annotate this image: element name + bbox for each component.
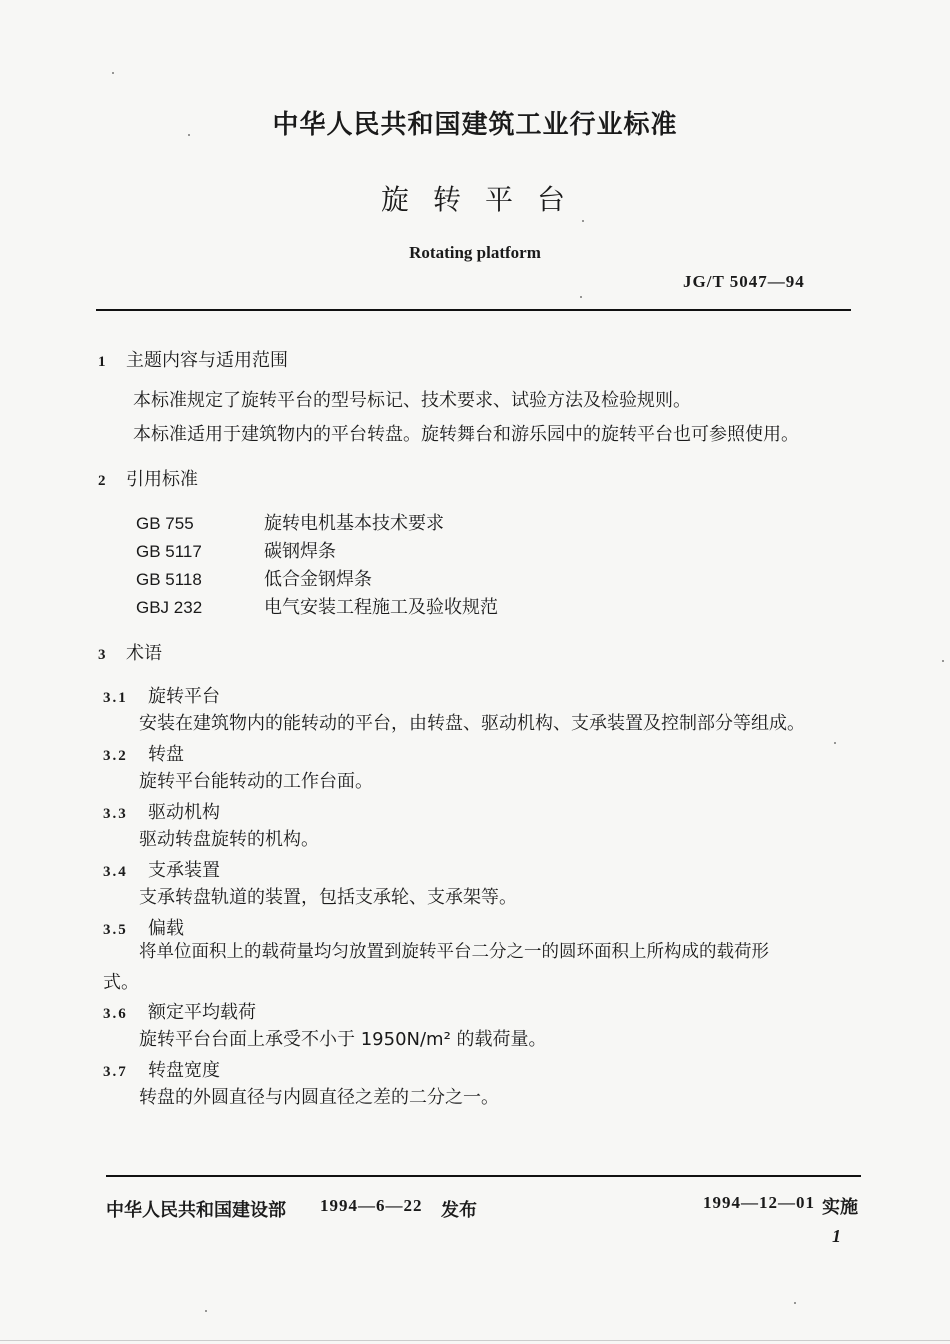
scan-speck <box>942 660 944 662</box>
term-number: 3.7 <box>103 1064 128 1080</box>
section-heading <box>98 639 162 665</box>
footer-rule <box>106 1175 861 1177</box>
standard-code: JG/T 5047—94 <box>683 272 805 291</box>
section-heading <box>98 465 198 491</box>
section-title: 引用标准 <box>126 469 198 490</box>
reference-code: GBJ 232 <box>136 598 203 617</box>
issuer: 中华人民共和国建设部 <box>106 1200 286 1221</box>
term-definition: 将单位面积上的载荷量均匀放置到旋转平台二分之一的圆环面积上所构成的载荷形 <box>139 942 769 962</box>
term-number: 3.5 <box>103 922 128 938</box>
effective-label: 实施 <box>822 1197 858 1218</box>
reference-code: GB 5117 <box>136 542 202 561</box>
scan-speck <box>582 220 584 222</box>
term-definition: 旋转平台台面上承受不小于 1950N/m² 的载荷量。 <box>139 1029 547 1050</box>
scan-speck <box>834 742 836 744</box>
section-number: 1 <box>98 354 106 370</box>
standard-category: 中华人民共和国建筑工业行业标准 <box>272 110 678 140</box>
term-heading <box>103 998 256 1024</box>
paragraph: 本标准适用于建筑物内的平台转盘。旋转舞台和游乐园中的旋转平台也可参照使用。 <box>133 424 799 445</box>
paragraph: 本标准规定了旋转平台的型号标记、技术要求、试验方法及检验规则。 <box>133 390 691 411</box>
term-heading <box>103 914 184 940</box>
issue-label: 发布 <box>441 1200 477 1221</box>
term-definition-continued: 式。 <box>103 972 139 993</box>
scan-speck <box>205 1310 207 1312</box>
term-number: 3.6 <box>103 1006 128 1022</box>
term-number: 3.3 <box>103 806 128 822</box>
reference-item <box>136 565 372 591</box>
document-title-english: Rotating platform <box>409 243 541 262</box>
term-heading <box>103 1056 220 1082</box>
term-name: 偏载 <box>148 918 184 939</box>
term-name: 转盘 <box>148 744 184 765</box>
section-heading <box>98 346 288 372</box>
issue-date: 1994—6—22 <box>320 1196 423 1215</box>
reference-item <box>136 593 498 619</box>
section-title: 术语 <box>126 643 162 664</box>
term-name: 旋转平台 <box>148 686 220 707</box>
section-number: 3 <box>98 647 106 663</box>
term-heading <box>103 682 220 708</box>
term-name: 支承装置 <box>148 860 220 881</box>
term-number: 3.4 <box>103 864 128 880</box>
reference-name: 旋转电机基本技术要求 <box>264 513 444 534</box>
section-title: 主题内容与适用范围 <box>126 350 288 371</box>
term-name: 额定平均载荷 <box>148 1002 256 1023</box>
scan-speck <box>188 134 190 136</box>
header-rule <box>96 309 851 311</box>
document-title: 旋转平台 <box>380 183 589 216</box>
scan-speck <box>112 72 114 74</box>
term-definition: 安装在建筑物内的能转动的平台，由转盘、驱动机构、支承装置及控制部分等组成。 <box>139 713 805 734</box>
reference-name: 低合金钢焊条 <box>264 569 372 590</box>
page-number: 1 <box>832 1226 841 1246</box>
reference-code: GB 5118 <box>136 570 202 589</box>
term-name: 驱动机构 <box>148 802 220 823</box>
term-heading <box>103 798 220 824</box>
term-definition: 支承转盘轨道的装置，包括支承轮、支承架等。 <box>139 887 517 908</box>
term-name: 转盘宽度 <box>148 1060 220 1081</box>
term-number: 3.2 <box>103 748 128 764</box>
term-heading <box>103 740 184 766</box>
reference-item <box>136 509 444 535</box>
section-number: 2 <box>98 473 106 489</box>
scan-speck <box>580 296 582 298</box>
scan-edge <box>0 1340 950 1341</box>
term-definition: 驱动转盘旋转的机构。 <box>139 829 319 850</box>
reference-code: GB 755 <box>136 514 194 533</box>
reference-name: 电气安装工程施工及验收规范 <box>264 597 498 618</box>
reference-name: 碳钢焊条 <box>264 541 336 562</box>
term-definition: 转盘的外圆直径与内圆直径之差的二分之一。 <box>139 1087 499 1108</box>
reference-item <box>136 537 336 563</box>
term-definition: 旋转平台能转动的工作台面。 <box>139 771 373 792</box>
term-heading <box>103 856 220 882</box>
term-number: 3.1 <box>103 690 128 706</box>
scan-speck <box>794 1302 796 1304</box>
effective-date: 1994—12—01 <box>703 1193 815 1212</box>
